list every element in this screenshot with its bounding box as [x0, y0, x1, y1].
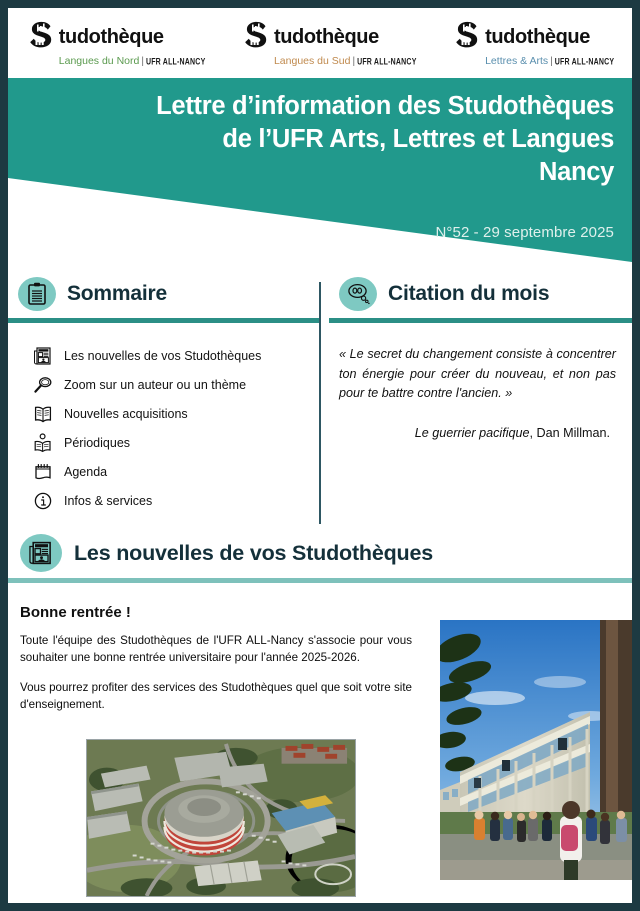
- sommaire-header: [8, 270, 319, 318]
- two-column-area: [8, 270, 632, 515]
- sommaire-item-nouvelles[interactable]: [32, 341, 319, 370]
- sommaire-title: Sommaire: [67, 282, 167, 305]
- logo-lettres-et-arts: [452, 20, 614, 67]
- page-title-line-2: de l’UFR Arts, Lettres et Langues: [222, 125, 614, 154]
- sommaire-item-agenda[interactable]: [32, 457, 319, 486]
- sommaire-list: [8, 323, 319, 515]
- sommaire-item-label: Infos & services: [64, 493, 153, 508]
- logo-subtitle-row: [485, 55, 614, 67]
- page-title-line-3: Nancy: [538, 158, 614, 187]
- sommaire-item-acquisitions[interactable]: [32, 399, 319, 428]
- logo-top-row: [241, 20, 379, 54]
- logo-langues-du-nord: [26, 20, 206, 67]
- quote-attribution: [339, 426, 616, 440]
- sommaire-item-zoom[interactable]: [32, 370, 319, 399]
- calendar-icon: [32, 461, 54, 483]
- sommaire-item-infos[interactable]: [32, 486, 319, 515]
- article-paragraph-1: Toute l'équipe des Studothèques de l'UFR ALL-Nancy s'associe pour vous souhaiter une bonne rentrée universitaire pour l'année 2025-2026.: [20, 634, 412, 664]
- logo-top-row: [452, 20, 590, 54]
- sommaire-item-label: Périodiques: [64, 435, 131, 450]
- citation-column: [319, 270, 632, 515]
- column-divider: [319, 282, 321, 524]
- logo-site-name: Lettres & Arts: [485, 54, 549, 67]
- logo-ufr-label: UFR ALL-NANCY: [554, 57, 615, 67]
- sommaire-column: [8, 270, 319, 515]
- logo-strip: [8, 8, 632, 78]
- sommaire-item-label: Zoom sur un auteur ou un thème: [64, 377, 247, 392]
- logo-ufr-label: UFR ALL-NANCY: [357, 57, 417, 67]
- studotheque-s-logo-icon: [26, 20, 58, 54]
- masthead-banner: [8, 78, 632, 278]
- quote-text: « Le secret du changement consiste à concentrer ton énergie pour créer du nouveau, et non pas pour te battre contre l'ancien. »: [339, 347, 616, 401]
- studotheque-s-logo-icon: [241, 20, 273, 54]
- sommaire-item-periodiques[interactable]: [32, 428, 319, 457]
- logo-brand-text: tudothèque: [273, 25, 379, 48]
- logo-subtitle-row: [59, 55, 206, 67]
- campus-building-students-photo: [440, 620, 632, 880]
- logo-separator: |: [141, 55, 144, 67]
- article-title: Bonne rentrée !: [20, 604, 131, 621]
- quote-bubble-icon: [339, 277, 377, 311]
- newspaper-icon: [20, 534, 62, 572]
- citation-title: Citation du mois: [388, 282, 550, 305]
- magnifier-icon: [32, 374, 54, 396]
- logo-brand-text: tudothèque: [485, 25, 590, 48]
- page-title: [34, 90, 614, 189]
- page-title-line-1: Lettre d’information des Studothèques: [156, 92, 614, 120]
- sommaire-item-label: Les nouvelles de vos Studothèques: [64, 348, 262, 363]
- logo-subtitle-row: [274, 55, 417, 67]
- logo-site-name: Langues du Sud: [273, 54, 351, 67]
- logo-separator: |: [550, 55, 553, 67]
- logo-separator: |: [352, 55, 356, 67]
- open-book-icon: [32, 403, 54, 425]
- article-paragraph-2: Vous pourrez profiter des services des Studothèques quel que soit votre site d'enseignement.: [20, 680, 412, 711]
- sommaire-item-label: Agenda: [64, 464, 108, 479]
- info-circle-icon: [32, 490, 54, 512]
- logo-brand-text: tudothèque: [58, 25, 164, 48]
- quote-author: , Dan Millman.: [529, 425, 610, 440]
- studotheque-s-logo-icon: [452, 20, 484, 54]
- news-section-header: [8, 530, 640, 576]
- clipboard-icon: [18, 277, 56, 311]
- quote-work-title: Le guerrier pacifique: [414, 425, 530, 440]
- issue-number-date: N°52 - 29 septembre 2025: [435, 224, 614, 241]
- reader-icon: [32, 432, 54, 454]
- news-underline-bar: [8, 578, 632, 583]
- logo-top-row: [26, 20, 164, 54]
- logo-ufr-label: UFR ALL-NANCY: [145, 57, 206, 67]
- article-body: [8, 621, 412, 714]
- citation-body: [319, 323, 632, 440]
- citation-header: [319, 270, 632, 318]
- sommaire-item-label: Nouvelles acquisitions: [64, 406, 188, 421]
- logo-langues-du-sud: [241, 20, 417, 67]
- logo-site-name: Langues du Nord: [58, 54, 140, 67]
- newspaper-icon: [32, 345, 54, 367]
- news-section-title: Les nouvelles de vos Studothèques: [74, 540, 433, 565]
- campus-aerial-photo: [86, 739, 356, 897]
